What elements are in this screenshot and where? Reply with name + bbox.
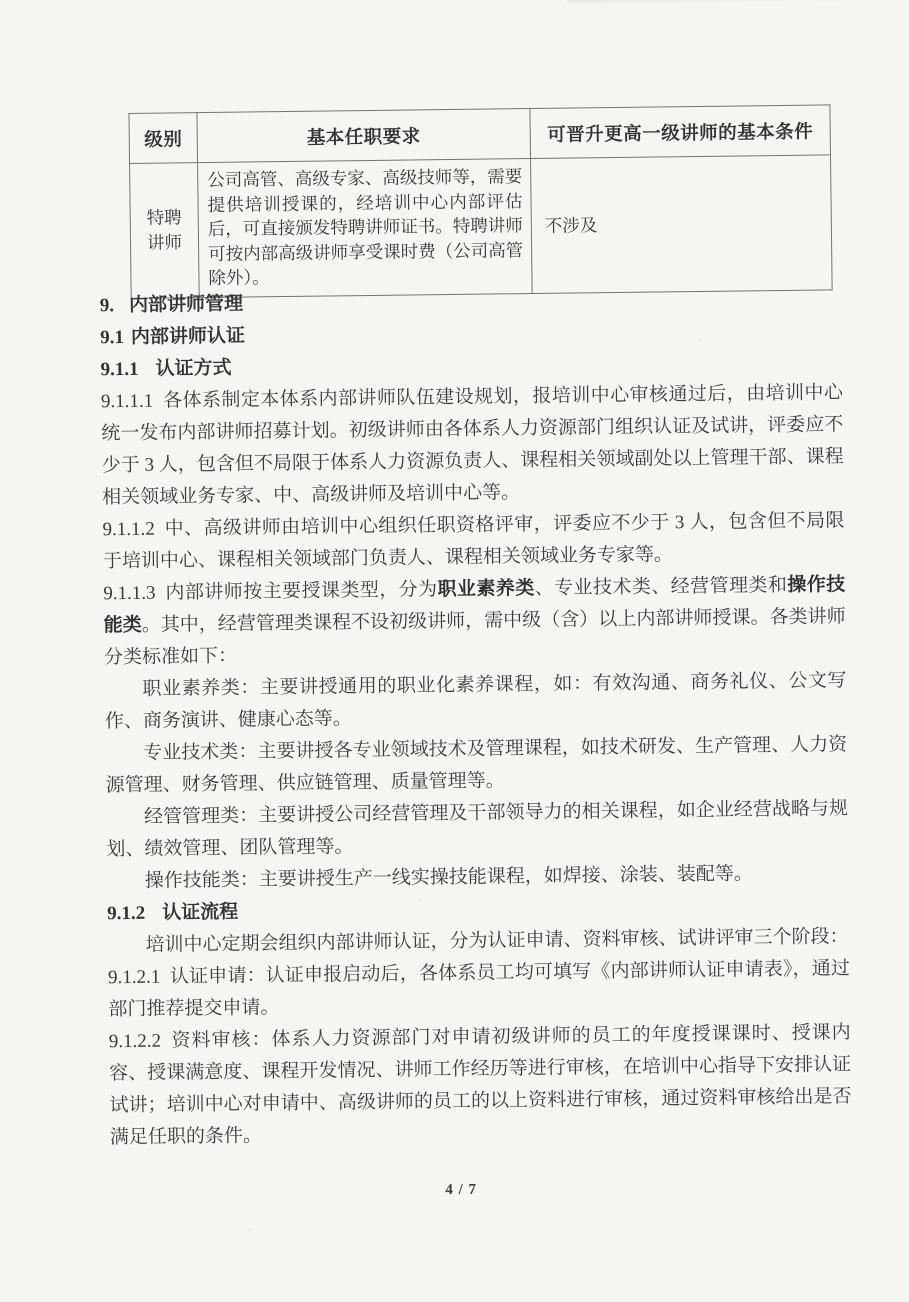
cell-level bbox=[130, 163, 200, 299]
para-category-vocational: 职业素养类：主要讲授通用的职业化素养课程，如：有效沟通、商务礼仪、公文写作、商务演讲、健康心态等。 bbox=[104, 670, 847, 733]
para-9-1-1-3 bbox=[103, 569, 846, 674]
level-name: 特聘讲师 bbox=[146, 207, 183, 253]
cell-requirements: 公司高管、高级专家、高级技师等，需要提供培训授课的，经培训中心内部评估后，可直接颁发特聘讲师证书。特聘讲师可按内部高级讲师享受课时费（公司高管除外）。 bbox=[198, 159, 533, 298]
table-header-row bbox=[129, 105, 831, 164]
table-header-level: 级别 bbox=[129, 113, 198, 164]
para-category-technical: 专业技术类：主要讲授各专业领域技术及管理课程，如技术研发、生产管理、人力资源管理、财务管理、供应链管理、质量管理等。 bbox=[105, 734, 848, 797]
section-9-number: 9. bbox=[99, 295, 115, 317]
para-9-1-1-3-mid: 、专业技术类、经营管理类和 bbox=[534, 574, 788, 600]
section-9-1-number: 9.1 bbox=[100, 327, 125, 349]
table-header-promotion: 可晋升更高一级讲师的基本条件 bbox=[530, 105, 831, 159]
para-9-1-1-3-bold-vocational: 职业素养类 bbox=[437, 578, 535, 601]
para-9-1-1-3-post: 。其中，经营管理类课程不设初级讲师，需中级（含）以上内部讲师授课。各类讲师分类标准如下： bbox=[103, 606, 846, 669]
scan-artifact bbox=[567, 0, 907, 5]
para-category-management: 经管管理类：主要讲授公司经营管理及干部领导力的相关课程，如企业经营战略与规划、绩效管理、团队管理等。 bbox=[106, 798, 849, 861]
document-body bbox=[100, 281, 853, 1154]
cell-promotion: 不涉及 bbox=[531, 155, 833, 294]
page-number: 4 / 7 bbox=[445, 1181, 478, 1199]
para-9-1-2-2: 9.1.2.2 资料审核：体系人力资源部门对申请初级讲师的员工的年度授课课时、授课内容、授课满意度、课程开发情况、讲师工作经历等进行审核，在培训中心指导下安排认证试讲；培训中心对申请中、高级讲师的员工的以上资料进行审核，通过资料审核给出是否满足任职的条件。 bbox=[108, 1022, 852, 1149]
section-9-1-1-number: 9.1.1 bbox=[100, 358, 139, 381]
para-9-1-1-3-pre: 9.1.1.3 内部讲师按主要授课类型，分为 bbox=[103, 579, 438, 605]
para-category-operation: 操作技能类：主要讲授生产一线实操技能课程，如焊接、涂装、装配等。 bbox=[144, 863, 753, 892]
para-9-1-2-1: 9.1.2.1 认证申请：认证申报启动后，各体系员工均可填写《内部讲师认证申请表》，通过部门推荐提交申请。 bbox=[107, 958, 851, 1021]
section-9-1-2-number: 9.1.2 bbox=[107, 902, 146, 925]
para-9-1-1-3-bold-operation: 操作技能类 bbox=[103, 574, 846, 637]
section-9-title: 内部讲师管理 bbox=[128, 293, 244, 316]
lecturer-levels-table bbox=[128, 104, 832, 299]
para-9-1-1-2: 9.1.1.2 中、高级讲师由培训中心组织任职资格评审，评委应不少于 3 人，包含但不局限于培训中心、课程相关领域部门负责人、课程相关领域业务专家等。 bbox=[102, 510, 845, 573]
table-row-special-lecturer bbox=[130, 155, 833, 299]
section-9-1-1-title: 认证方式 bbox=[155, 357, 232, 380]
section-9-1-2-title: 认证流程 bbox=[162, 901, 239, 924]
para-9-1-1-1: 9.1.1.1 各体系制定本体系内部讲师队伍建设规划，报培训中心审核通过后，由培训中心统一发布内部讲师招募计划。初级讲师由各体系人力资源部门组织认证及试讲，评委应不少于 3 人，包含但不局限于体系人力资源负责人、课程相关领域副处以上管理干部、课程相关领域业务专家、中、高级讲师及培训中心等。 bbox=[100, 382, 844, 509]
para-9-1-2-intro: 培训中心定期会组织内部讲师认证，分为认证申请、资料审核、试讲评审三个阶段： bbox=[145, 926, 849, 956]
table-header-requirements: 基本任职要求 bbox=[197, 109, 531, 163]
section-9-1-title: 内部讲师认证 bbox=[130, 325, 246, 348]
